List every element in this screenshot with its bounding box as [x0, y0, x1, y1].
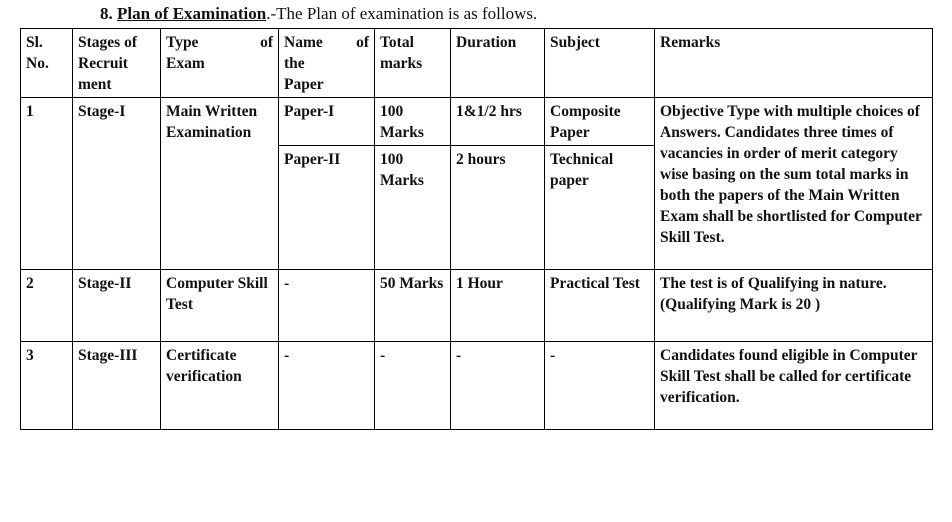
section-heading [100, 4, 537, 24]
section-subtitle: .-The Plan of examination is as follows. [266, 4, 538, 23]
header-line: the [284, 55, 305, 72]
cell-stage: Stage-II [73, 270, 161, 342]
cell-subject: Practical Test [545, 270, 655, 342]
header-line: marks [380, 55, 423, 72]
column-header-total-marks [375, 29, 451, 98]
table-row [21, 342, 933, 430]
header-line: Duration [456, 34, 517, 51]
section-title: Plan of Examination [117, 4, 267, 23]
cell-paper-name: - [279, 342, 375, 430]
cell-stage: Stage-III [73, 342, 161, 430]
cell-remarks: Objective Type with multiple choices of Answers. Candidates three times of vacancies in order of merit category wise basing on the sum total marks in both the papers of the Main Written Exam shall be shortlisted for Computer Skill Test. [655, 98, 933, 270]
cell-subject: Technical paper [545, 146, 655, 270]
cell-duration: 1 Hour [451, 270, 545, 342]
table-header-row [21, 29, 933, 98]
column-header-name-of-paper [279, 29, 375, 98]
header-line: Remarks [660, 34, 721, 51]
cell-subject: Composite Paper [545, 98, 655, 146]
cell-total-marks: 100 Marks [375, 146, 451, 270]
header-line: Total [380, 34, 414, 51]
cell-sl-no: 2 [21, 270, 73, 342]
table-row [21, 270, 933, 342]
header-line: Recruit [78, 55, 128, 72]
cell-type-of-exam: Main Written Examination [161, 98, 279, 270]
header-line: Type of [166, 34, 273, 51]
cell-type-of-exam: Certificate verification [161, 342, 279, 430]
cell-total-marks: 50 Marks [375, 270, 451, 342]
header-line: Stages of [78, 34, 137, 51]
table-row [21, 98, 933, 146]
cell-sl-no: 1 [21, 98, 73, 270]
column-header-remarks [655, 29, 933, 98]
header-line: Exam [166, 55, 205, 72]
cell-sl-no: 3 [21, 342, 73, 430]
column-header-subject [545, 29, 655, 98]
header-line: Paper [284, 76, 324, 93]
header-line: Subject [550, 34, 600, 51]
cell-paper-name: - [279, 270, 375, 342]
cell-duration: - [451, 342, 545, 430]
column-header-type-of-exam [161, 29, 279, 98]
cell-duration: 1&1/2 hrs [451, 98, 545, 146]
header-line: No. [26, 55, 49, 72]
column-header-sl-no [21, 29, 73, 98]
cell-paper-name: Paper-I [279, 98, 375, 146]
header-line: Name of [284, 34, 369, 51]
cell-type-of-exam: Computer Skill Test [161, 270, 279, 342]
plan-of-examination-table [20, 28, 933, 430]
cell-paper-name: Paper-II [279, 146, 375, 270]
cell-total-marks: 100 Marks [375, 98, 451, 146]
cell-subject: - [545, 342, 655, 430]
header-line: Sl. [26, 34, 43, 51]
cell-total-marks: - [375, 342, 451, 430]
section-number: 8. [100, 4, 113, 23]
column-header-duration [451, 29, 545, 98]
cell-remarks: The test is of Qualifying in nature. (Qualifying Mark is 20 ) [655, 270, 933, 342]
cell-remarks: Candidates found eligible in Computer Skill Test shall be called for certificate verification. [655, 342, 933, 430]
cell-stage: Stage-I [73, 98, 161, 270]
column-header-stages [73, 29, 161, 98]
cell-duration: 2 hours [451, 146, 545, 270]
header-line: ment [78, 76, 112, 93]
